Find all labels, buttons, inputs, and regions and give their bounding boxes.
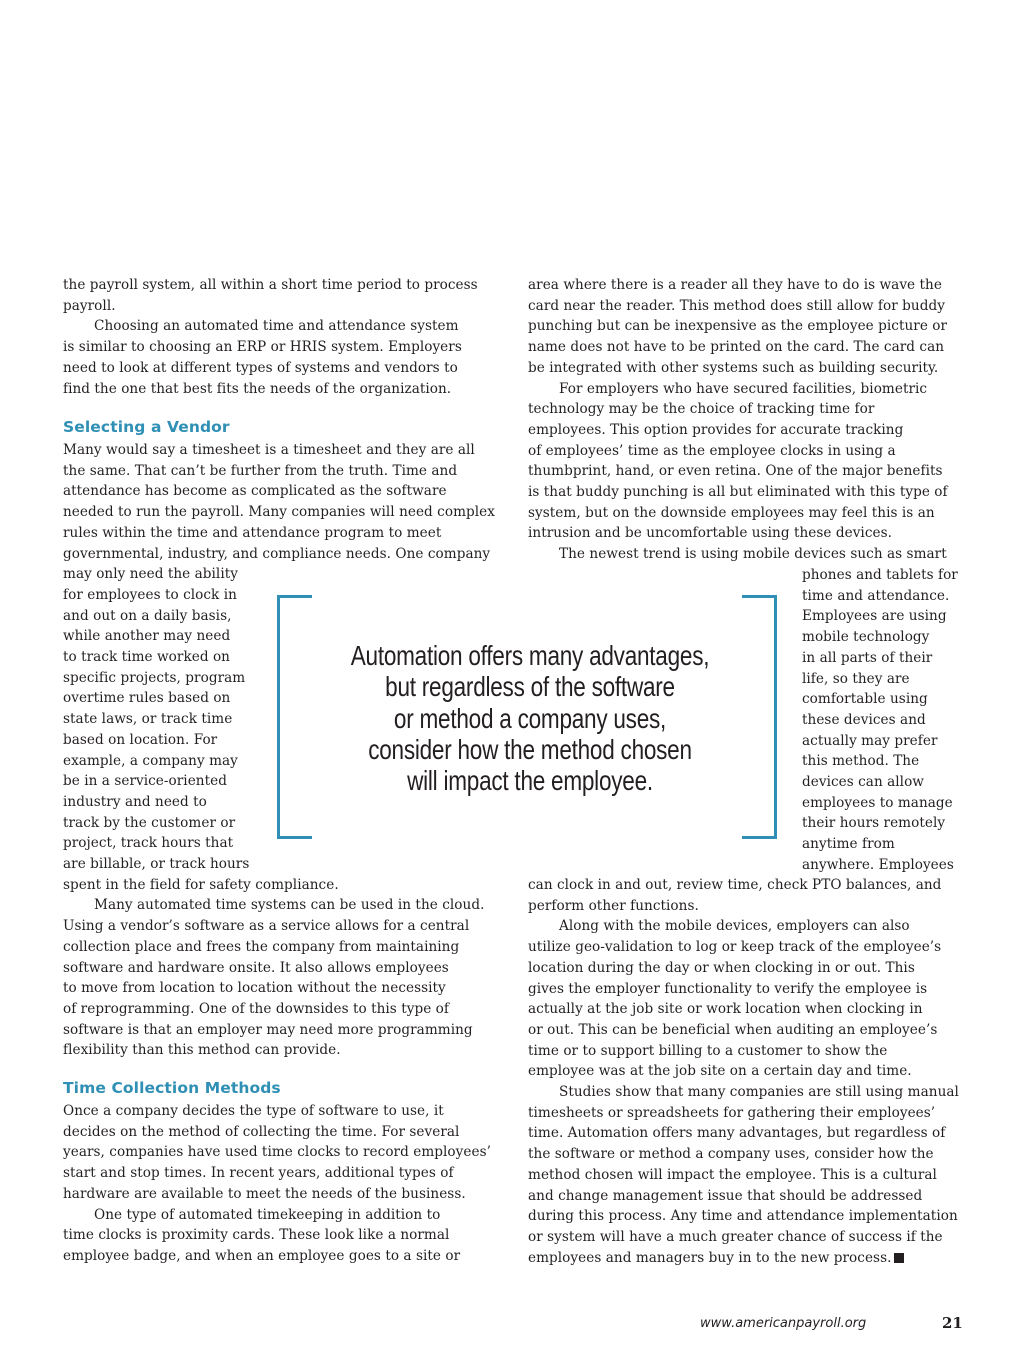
body-text-line: anytime from — [802, 836, 895, 853]
body-text-line: thumbprint, hand, or even retina. One of the major benefits — [528, 463, 943, 480]
body-text-line: can clock in and out, review time, check PTO balances, and — [528, 877, 942, 893]
body-text-line: and out on a daily basis, — [63, 607, 232, 624]
body-text-line: gives the employer functionality to verify the employee is — [528, 980, 928, 997]
footer-website: www.americanpayroll.org — [700, 1316, 867, 1331]
body-text-line: system, but on the downside employees may feel this is an — [528, 504, 935, 521]
body-text-line: hardware are available to meet the needs of the business. — [63, 1185, 466, 1202]
body-text-line: actually at the job site or work location when clocking in — [528, 1001, 923, 1018]
body-text-line: while another may need — [63, 628, 231, 645]
body-text-line: time or to support billing to a customer to show the — [528, 1042, 888, 1059]
body-text-line: in all parts of their — [802, 649, 933, 666]
body-text-line: Choosing an automated time and attendance system — [94, 318, 459, 335]
body-text-line: need to look at different types of systems and vendors to — [63, 359, 458, 376]
body-text-line: these devices and — [802, 711, 926, 728]
section-heading-time-collection-methods: Time Collection Methods — [63, 1079, 281, 1097]
body-text-line: overtime rules based on — [63, 690, 231, 707]
body-text-line: to track time worked on — [63, 649, 230, 665]
body-text-line: governmental, industry, and compliance needs. One company — [63, 545, 491, 562]
body-text-line: actually may prefer — [802, 732, 938, 749]
body-text-line: of employees’ time as the employee clocks in using a — [528, 442, 896, 459]
body-text-line: track by the customer or — [63, 814, 236, 831]
body-text-line: anywhere. Employees — [802, 856, 954, 873]
body-text-line: phones and tablets for — [802, 567, 958, 583]
body-text-line: their hours remotely — [802, 815, 946, 832]
body-text-line: based on location. For — [63, 731, 218, 748]
body-text-line: Once a company decides the type of software to use, it — [63, 1103, 444, 1119]
body-text-line: intrusion and be uncomfortable using these devices. — [528, 525, 892, 542]
body-text-line: For employers who have secured facilities, biometric — [559, 380, 928, 397]
body-text-line: method chosen will impact the employee. This is a cultural — [528, 1166, 937, 1183]
body-text-line: of reprogramming. One of the downsides to this type of — [63, 1000, 449, 1017]
body-text-line: is similar to choosing an ERP or HRIS system. Employers — [63, 339, 462, 356]
body-text-line: The newest trend is using mobile devices such as smart — [559, 546, 947, 563]
body-text-line: One type of automated timekeeping in addition to — [94, 1206, 441, 1223]
body-text-line: rules within the time and attendance program to meet — [63, 524, 442, 541]
body-text-line: software and hardware onsite. It also allows employees — [63, 959, 449, 976]
body-text-line: find the one that best fits the needs of the organization. — [63, 380, 452, 397]
body-text-line: employee badge, and when an employee goes to a site or — [63, 1247, 461, 1264]
pull-quote-left-bracket — [277, 595, 312, 839]
body-text-line: the software or method a company uses, consider how the — [528, 1146, 934, 1163]
body-text-line: software is that an employer may need more programming — [63, 1021, 473, 1038]
body-text-line: employees. This option provides for accurate tracking — [528, 421, 904, 438]
body-text-line: during this process. Any time and attendance implementation — [528, 1208, 958, 1225]
body-text-line: years, companies have used time clocks to record employees’ — [63, 1144, 491, 1161]
body-text-line: timesheets or spreadsheets for gathering their employees’ — [528, 1104, 936, 1121]
pull-quote-line: Automation offers many advantages, — [350, 640, 710, 671]
body-text-line: Along with the mobile devices, employers can also — [559, 918, 910, 935]
body-text-line: needed to run the payroll. Many companies will need complex — [63, 504, 495, 521]
body-text-line: flexibility than this method can provide. — [63, 1042, 341, 1059]
body-text-line: are billable, or track hours — [63, 856, 250, 872]
body-text-line: decides on the method of collecting the time. For several — [63, 1123, 460, 1140]
body-text-line: area where there is a reader all they have to do is wave the — [528, 277, 942, 293]
body-text-line: Employees are using — [802, 608, 947, 625]
body-text-line: employee was at the job site on a certain day and time. — [528, 1063, 912, 1080]
body-text-line: is that buddy punching is all but eliminated with this type of — [528, 484, 948, 500]
body-text-line: name does not have to be printed on the card. The card can — [528, 339, 945, 356]
body-text-line: be integrated with other systems such as building security. — [528, 359, 939, 376]
body-text-line: location during the day or when clocking in or out. This — [528, 959, 915, 976]
body-text-line: collection place and frees the company from maintaining — [63, 938, 460, 955]
body-text-line: punching but can be inexpensive as the employee picture or — [528, 318, 948, 335]
body-text-line: devices can allow — [802, 774, 924, 790]
body-text-line: comfortable using — [802, 691, 928, 708]
body-text-line: Studies show that many companies are still using manual — [559, 1084, 959, 1100]
body-text-line: or system will have a much greater chance of success if the — [528, 1228, 943, 1245]
body-text-line: employees to manage — [802, 794, 953, 811]
body-text-line: perform other functions. — [528, 897, 699, 914]
pull-quote-line: or method a company uses, — [393, 702, 667, 734]
body-text-line: Using a vendor’s software as a service allows for a central — [63, 918, 470, 935]
body-text-line: be in a service-oriented — [63, 773, 227, 790]
body-text-line: state laws, or track time — [63, 711, 233, 728]
section-heading-selecting-vendor: Selecting a Vendor — [63, 418, 230, 436]
body-text-line: time and attendance. — [802, 587, 950, 604]
body-text-line: Many would say a timesheet is a timesheet and they are all — [63, 442, 475, 458]
body-text-line: the payroll system, all within a short time period to process — [63, 277, 478, 293]
body-text-line: utilize geo-validation to log or keep track of the employee’s — [528, 939, 942, 956]
body-text-line: attendance has become as complicated as the software — [63, 483, 447, 500]
body-text-line: to move from location to location without the necessity — [63, 980, 446, 997]
body-text-line: example, a company may — [63, 752, 238, 769]
pull-quote-line: consider how the method chosen — [368, 733, 692, 765]
body-text-line: the same. That can’t be further from the truth. Time and — [63, 462, 458, 479]
end-of-article-square-icon — [894, 1253, 904, 1263]
body-text-line: card near the reader. This method does still allow for buddy — [528, 297, 945, 314]
body-text-line: start and stop times. In recent years, additional types of — [63, 1165, 454, 1182]
body-text-line: payroll. — [63, 297, 116, 314]
body-text-line: may only need the ability — [63, 566, 238, 583]
body-text-line: technology may be the choice of tracking time for — [528, 401, 875, 418]
pull-quote-line: but regardless of the software — [385, 671, 675, 703]
body-text-line: industry and need to — [63, 793, 207, 810]
body-text-line: time. Automation offers many advantages, but regardless of — [528, 1125, 946, 1142]
body-text-line: spent in the field for safety compliance. — [63, 876, 339, 893]
body-text-line: or out. This can be beneficial when auditing an employee’s — [528, 1021, 938, 1038]
body-text-line: employees and managers buy in to the new process. — [528, 1248, 904, 1269]
body-text-line: Many automated time systems can be used in the cloud. — [94, 897, 485, 914]
body-text-line: and change management issue that should be addressed — [528, 1187, 923, 1204]
body-text-line: life, so they are — [802, 670, 910, 687]
body-text-line: mobile technology — [802, 629, 930, 646]
page-number: 21 — [942, 1314, 963, 1332]
body-text-line: specific projects, program — [63, 669, 246, 686]
body-text-line: this method. The — [802, 753, 920, 770]
body-text-line: for employees to clock in — [63, 586, 237, 603]
body-text-line: project, track hours that — [63, 835, 234, 852]
pull-quote-right-bracket — [742, 595, 777, 839]
pull-quote-line: will impact the employee. — [407, 765, 653, 797]
body-text-line: time clocks is proximity cards. These look like a normal — [63, 1227, 450, 1244]
